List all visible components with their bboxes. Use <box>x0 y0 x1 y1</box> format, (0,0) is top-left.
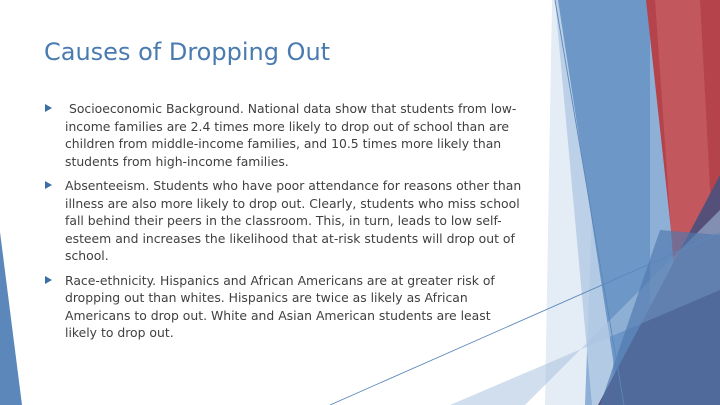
bullet-arrow-icon <box>45 276 52 284</box>
bullet-text: Absenteeism. Students who have poor attendance for reasons other than illness are also more likely to drop out. Clearly, students who miss school fall behind their peers in the classroom. This, in turn, leads to low self-esteem and increases the likelihood that at-risk students will drop out of school. <box>65 178 522 263</box>
slide-title: Causes of Dropping Out <box>44 38 331 66</box>
bullet-item <box>44 272 524 342</box>
bullet-text: Race-ethnicity. Hispanics and African Americans are at greater risk of dropping out than whites. Hispanics are twice as likely as African Americans to drop out. White and Asian American students are least likely to drop out. <box>65 272 495 340</box>
bullet-arrow-icon <box>45 181 52 189</box>
left-edge-triangle <box>0 232 22 405</box>
bullet-text: Socioeconomic Background. National data show that students from low-income families are 2.4 times more likely to drop out of school than are children from middle-income families, and 10.5 times more likely than students from high-income families. <box>65 101 517 169</box>
bullet-arrow-icon <box>45 104 52 112</box>
bullet-item <box>44 177 524 265</box>
bullet-item <box>44 100 524 170</box>
bullet-list <box>44 100 524 349</box>
